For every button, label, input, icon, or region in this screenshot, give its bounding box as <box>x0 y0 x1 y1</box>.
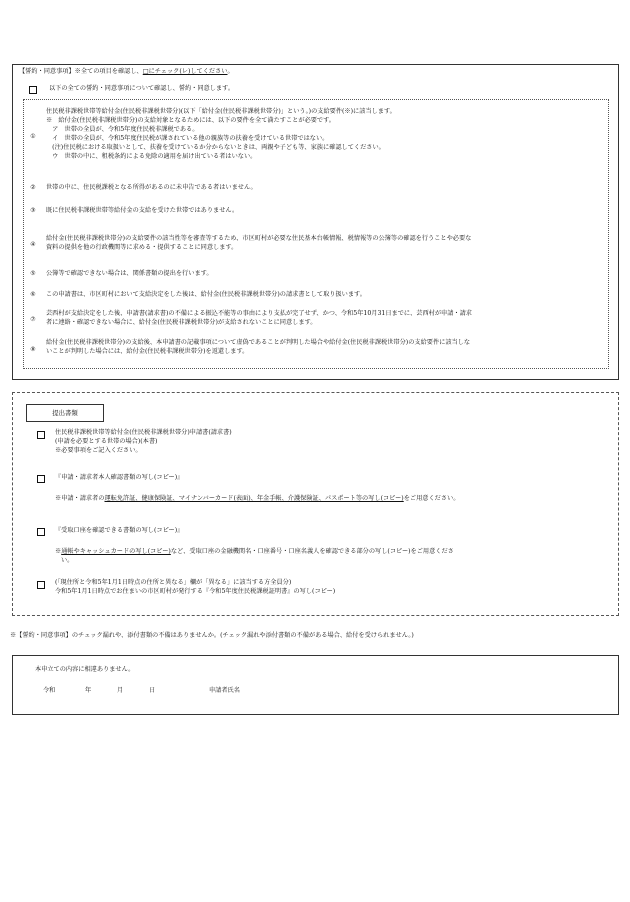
pledge-item-number: ① <box>30 133 36 140</box>
agree-all-checkbox[interactable] <box>29 86 37 94</box>
date-month: 月 <box>117 687 124 694</box>
document-3-note: ※通帳やキャッシュカードの写し(コピー)など、受取口座の金融機関名・口座番号・口座名義人を確認できる部分の写し(コピー)をご用意くださ い。 <box>55 548 454 564</box>
pledge-item-number: ⑧ <box>30 346 36 353</box>
pledge-item-number: ⑤ <box>30 270 36 277</box>
pledge-item-4: 給付金(住民税非課税世帯分)の支給要件の該当性等を審査等するため、市区町村が必要な住民基本台帳情報、税情報等の公簿等の確認を行うことや必要な 資料の提供を他の行政機関等に求める・提供することに同意します。 <box>46 235 472 251</box>
pledge-item-6: この申請書は、市区町村において支給決定をした後は、給付金(住民税非課税世帯分)の請求書として取り扱います。 <box>46 291 366 298</box>
document-3-title: 『受取口座を確認できる書類の写し(コピー)』 <box>55 527 184 534</box>
document-2-title: 『申請・請求者本人確認書類の写し(コピー)』 <box>55 474 184 481</box>
pledge-section <box>12 64 619 380</box>
pledge-item-1: 住民税非課税世帯等給付金(住民税非課税世帯分)(以下「給付金(住民税非課税世帯分)」という。)の支給要件(※)に該当します。 ※ 給付金(住民税非課税世帯分)の支給対象となるためには、以下の要件を全て満たすことが必要です。 ア 世帯の全員が、令和5年度住民税非課税である。 イ 世帯の全員が、令和5年度住民税が課されている他の親族等の扶養を受けている世帯ではない。 (注)住民税における取扱いとして、扶養を受けているか分からないときは、両親や子ども等、家族に確認してください。 ウ 世帯の中に、租税条約による免除の適用を届け出ている者はいない。 <box>46 108 396 160</box>
documents-label: 提出書類 <box>26 404 104 422</box>
document-2-note: ※申請・請求者の運転免許証、健康保険証、マイナンバーカード(表面)、年金手帳、介護保険証、パスポート等の写し(コピー)をご用意ください。 <box>55 495 460 502</box>
pledge-item-3: 既に住民税非課税世帯等給付金の支給を受けた世帯ではありません。 <box>46 207 239 214</box>
documents-section <box>12 392 619 616</box>
document-1-checkbox[interactable] <box>37 431 45 439</box>
pledge-header-check-instruction: □にチェック(レ)してください <box>142 68 228 75</box>
pledge-item-5: 公簿等で確認できない場合は、関係書類の提出を行います。 <box>46 270 213 277</box>
pledge-item-number: ④ <box>30 241 36 248</box>
declaration-section <box>12 655 619 715</box>
declaration-text: 本申立ての内容に相違ありません。 <box>35 666 135 673</box>
check-notice: ※【誓約・同意事項】のチェック漏れや、添付書類の不備はありませんか。(チェック漏れや添付書類の不備がある場合、給付を受けられません。) <box>10 632 414 639</box>
date-day: 日 <box>149 687 156 694</box>
document-1-text: 住民税非課税世帯等給付金(住民税非課税世帯分)申請書(請求書) (申請を必要とする世帯の場合)(本書) ※必要事項をご記入ください。 <box>55 429 232 454</box>
pledge-item-2: 世帯の中に、住民税課税となる所得があるのに未申告である者はいません。 <box>46 184 257 191</box>
signer-label: 申請者氏名 <box>209 687 240 694</box>
pledge-items-box <box>23 99 609 369</box>
pledge-item-number: ③ <box>30 207 36 214</box>
date-year: 年 <box>85 687 92 694</box>
pledge-item-number: ⑥ <box>30 291 36 298</box>
document-4-checkbox[interactable] <box>37 581 45 589</box>
date-era: 令和 <box>43 687 56 694</box>
pledge-item-number: ② <box>30 184 36 191</box>
agree-all-label: 以下の全ての誓約・同意事項について確認し、誓約・同意します。 <box>49 85 235 92</box>
pledge-item-8: 給付金(住民税非課税世帯分)の支給後、本申請書の記載事項について虚偽であることが判明した場合や給付金(住民税非課税世帯分)の支給要件に該当しな いことが判明した場合には、給付金(住民税非課税世帯分)を返還します。 <box>46 339 471 355</box>
pledge-header: 【誓約・同意事項】※全ての項目を確認し、□にチェック(レ)してください。 <box>19 68 234 75</box>
document-2-checkbox[interactable] <box>37 475 45 483</box>
document-3-checkbox[interactable] <box>37 528 45 536</box>
pledge-item-number: ⑦ <box>30 316 36 323</box>
pledge-item-7: 芸西村が支給決定をした後、申請書(請求書)の不備による振込不能等の事由により支払が完了せず、かつ、令和5年10月31日までに、芸西村が申請・請求 者に連絡・確認できない場合に、給付金(住民税非課税世帯分)が支給されないことに同意します。 <box>46 310 472 326</box>
document-4-text: (「現住所と令和5年1月1日時点の住所と異なる」欄が「異なる」に該当する方全員分) 令和5年1月1日時点でお住まいの市区町村が発行する『令和5年度住民税課税証明書』の写し(コピー) <box>55 579 336 595</box>
